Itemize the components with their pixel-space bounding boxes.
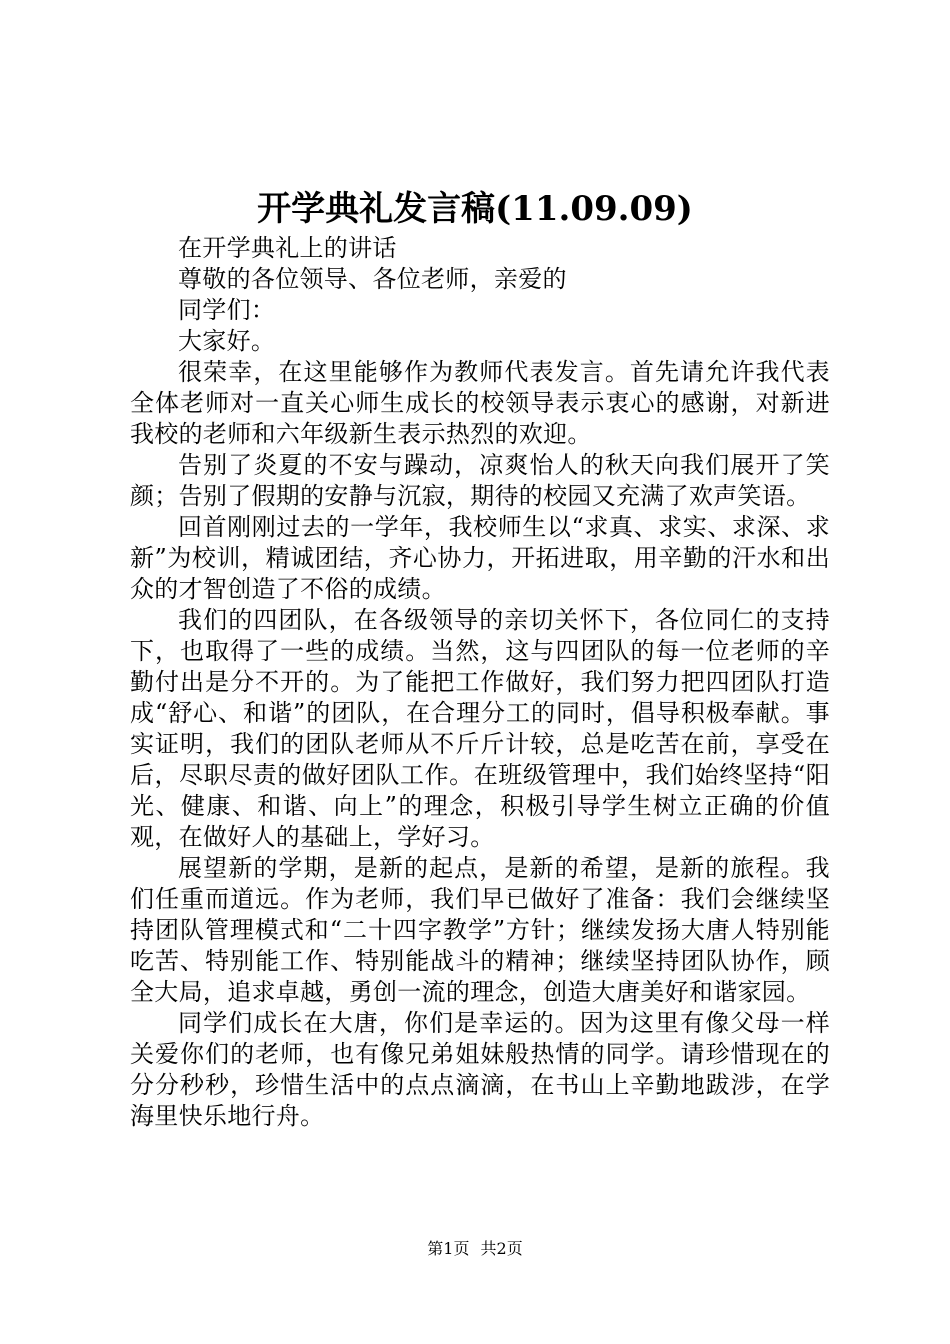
paragraph: 我们的四团队，在各级领导的亲切关怀下，各位同仁的支持下，也取得了一些的成绩。当然，这与四团队的每一位老师的辛勤付出是分不开的。为了能把工作做好，我们努力把四团队打造成“舒心、和谐”的团队，在合理分工的同时，倡导积极奉献。事实证明，我们的团队老师从不斤斤计较，总是吃苦在前，享受在后，尽职尽责的做好团队工作。在班级管理中，我们始终坚持“阳光、健康、和谐、向上”的理念，积极引导学生树立正确的价值观，在做好人的基础上，学好习。 — [130, 606, 830, 851]
page-footer — [0, 1238, 950, 1260]
paragraph: 回首刚刚过去的一学年，我校师生以“求真、求实、求深、求新”为校训，精诚团结，齐心协力，开拓进取，用辛勤的汗水和出众的才智创造了不俗的成绩。 — [130, 513, 830, 603]
paragraph: 同学们成长在大唐，你们是幸运的。因为这里有像父母一样关爱你们的老师，也有像兄弟姐妹般热情的同学。请珍惜现在的分分秒秒，珍惜生活中的点点滴滴，在书山上辛勤地跋涉，在学海里快乐地行舟。 — [130, 1009, 830, 1130]
paragraph-heading: 在开学典礼上的讲话 — [178, 234, 397, 262]
page-total: 共2页 — [480, 1239, 523, 1258]
document-body — [130, 233, 830, 1132]
paragraph-greeting: 大家好。 — [178, 327, 276, 355]
paragraph-salutation-cont: 同学们： — [178, 296, 276, 324]
document-title: 开学典礼发言稿(11.09.09) — [257, 189, 693, 229]
paragraph: 很荣幸，在这里能够作为教师代表发言。首先请允许我代表全体老师对一直关心师生成长的校领导表示衷心的感谢，对新进我校的老师和六年级新生表示热烈的欢迎。 — [130, 358, 830, 448]
page-number: 第1页 — [427, 1239, 470, 1258]
paragraph: 告别了炎夏的不安与躁动，凉爽怡人的秋天向我们展开了笑颜；告别了假期的安静与沉寂，期待的校园又充满了欢声笑语。 — [130, 451, 830, 510]
paragraph: 展望新的学期，是新的起点，是新的希望，是新的旅程。我们任重而道远。作为老师，我们早已做好了准备：我们会继续坚持团队管理模式和“二十四字教学”方针；继续发扬大唐人特别能吃苦、特别能工作、特别能战斗的精神；继续坚持团队协作，顾全大局，追求卓越，勇创一流的理念，创造大唐美好和谐家园。 — [130, 854, 830, 1006]
paragraph-salutation: 尊敬的各位领导、各位老师，亲爱的 — [178, 265, 567, 293]
